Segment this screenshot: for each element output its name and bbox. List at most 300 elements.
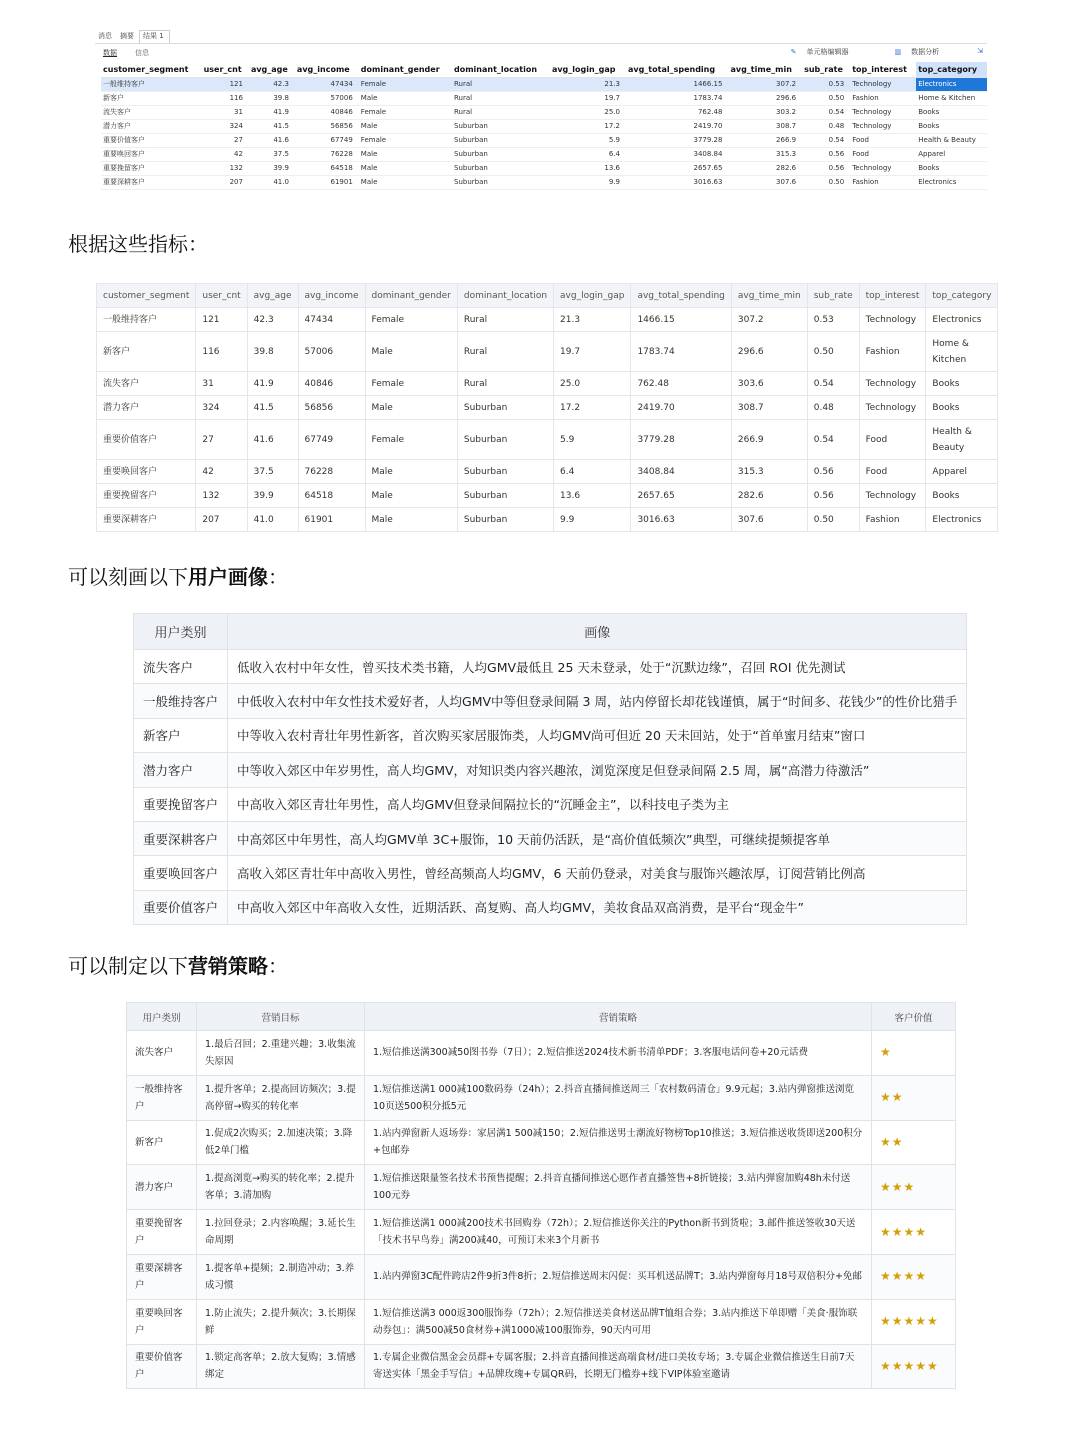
raw-cell[interactable]: 207 bbox=[202, 175, 249, 189]
edit-icon: ✎ bbox=[790, 48, 797, 56]
metric-col-avg-income: avg_income bbox=[298, 284, 365, 308]
raw-cell[interactable]: 42 bbox=[202, 147, 249, 161]
raw-cell[interactable]: 3408.84 bbox=[626, 147, 729, 161]
raw-row[interactable] bbox=[101, 91, 987, 105]
chart-icon: ▥ bbox=[894, 48, 902, 56]
persona-category: 重要价值客户 bbox=[134, 890, 228, 924]
raw-cell[interactable]: 57006 bbox=[295, 91, 359, 105]
raw-cell[interactable]: Rural bbox=[452, 105, 550, 119]
strategy-goal: 1.提高浏览→购买的转化率；2.提升客单；3.清加购 bbox=[197, 1165, 365, 1210]
metric-cell: Male bbox=[365, 484, 457, 508]
raw-cell[interactable]: Electronics bbox=[916, 77, 987, 91]
metric-col-user-cnt: user_cnt bbox=[196, 284, 247, 308]
result-tabs bbox=[95, 30, 987, 44]
metric-cell: Male bbox=[365, 332, 457, 372]
strategy-goal: 1.提升客单；2.提高回访频次；3.提高停留→购买的转化率 bbox=[197, 1075, 365, 1120]
raw-cell[interactable]: Electronics bbox=[916, 175, 987, 189]
metric-cell: 一般维持客户 bbox=[97, 308, 196, 332]
raw-col-avg-login-gap[interactable]: avg_login_gap bbox=[550, 62, 626, 77]
metric-cell: Health & Beauty bbox=[926, 420, 998, 460]
metrics-header-row bbox=[97, 284, 998, 308]
heading-persona-suffix: ： bbox=[268, 565, 288, 589]
metric-col-avg-time-min: avg_time_min bbox=[731, 284, 807, 308]
export-icon[interactable]: ⇲ bbox=[977, 47, 983, 55]
persona-category: 重要唤回客户 bbox=[134, 856, 228, 890]
raw-cell[interactable]: 31 bbox=[202, 105, 249, 119]
raw-cell[interactable]: Male bbox=[359, 119, 452, 133]
metric-cell: 308.7 bbox=[731, 396, 807, 420]
raw-cell[interactable]: 42.3 bbox=[249, 77, 295, 91]
raw-cell[interactable]: 重要价值客户 bbox=[101, 133, 202, 147]
raw-row[interactable] bbox=[101, 119, 987, 133]
heading-persona-bold: 用户画像 bbox=[188, 565, 268, 589]
metric-col-top-interest: top_interest bbox=[859, 284, 926, 308]
metric-cell: 重要唤回客户 bbox=[97, 460, 196, 484]
strategy-col-value: 客户价值 bbox=[872, 1003, 956, 1031]
strategy-category: 重要价值客户 bbox=[127, 1344, 197, 1389]
raw-cell[interactable]: 315.3 bbox=[728, 147, 802, 161]
metric-cell: 0.48 bbox=[807, 396, 859, 420]
metric-col-customer-segment: customer_segment bbox=[97, 284, 196, 308]
persona-col-profile: 画像 bbox=[228, 614, 967, 650]
metric-cell: 40846 bbox=[298, 372, 365, 396]
metric-cell: 61901 bbox=[298, 508, 365, 532]
metric-row bbox=[97, 484, 998, 508]
raw-cell[interactable]: 13.6 bbox=[550, 161, 626, 175]
raw-cell[interactable]: Technology bbox=[850, 161, 916, 175]
metric-cell: 25.0 bbox=[554, 372, 631, 396]
subtab-data[interactable]: 数据 bbox=[103, 49, 117, 57]
metric-cell: Suburban bbox=[457, 460, 553, 484]
metric-cell: 121 bbox=[196, 308, 247, 332]
heading-persona-prefix: 可以刻画以下 bbox=[68, 565, 188, 589]
raw-cell[interactable]: 303.2 bbox=[728, 105, 802, 119]
raw-cell[interactable]: 5.9 bbox=[550, 133, 626, 147]
raw-cell[interactable]: Fashion bbox=[850, 175, 916, 189]
metric-cell: 42.3 bbox=[247, 308, 298, 332]
metric-cell: Rural bbox=[457, 332, 553, 372]
raw-cell[interactable]: 64518 bbox=[295, 161, 359, 175]
persona-category: 潜力客户 bbox=[134, 753, 228, 787]
metric-cell: 6.4 bbox=[554, 460, 631, 484]
metric-cell: 2657.65 bbox=[631, 484, 731, 508]
raw-cell[interactable]: 9.9 bbox=[550, 175, 626, 189]
metric-cell: 296.6 bbox=[731, 332, 807, 372]
raw-cell[interactable]: 21.3 bbox=[550, 77, 626, 91]
metric-col-avg-age: avg_age bbox=[247, 284, 298, 308]
raw-cell[interactable]: Rural bbox=[452, 91, 550, 105]
raw-cell[interactable]: 重要深耕客户 bbox=[101, 175, 202, 189]
persona-profile: 高收入郊区青壮年中高收入男性，曾经高频高人均GMV，6 天前仍登录，对美食与服饰兴趣浓厚，订阅营销比例高 bbox=[228, 856, 967, 890]
strategy-goal: 1.防止流失；2.提升频次；3.长期保鲜 bbox=[197, 1299, 365, 1344]
raw-cell[interactable]: Male bbox=[359, 161, 452, 175]
raw-cell[interactable]: Suburban bbox=[452, 147, 550, 161]
metric-col-top-category: top_category bbox=[926, 284, 998, 308]
metric-cell: 5.9 bbox=[554, 420, 631, 460]
raw-col-dominant-gender[interactable]: dominant_gender bbox=[359, 62, 452, 77]
data-analysis-label: 数据分析 bbox=[911, 48, 940, 56]
strategy-table bbox=[126, 1002, 956, 1389]
raw-cell[interactable]: 重要挽留客户 bbox=[101, 161, 202, 175]
metric-cell: 重要深耕客户 bbox=[97, 508, 196, 532]
raw-cell[interactable]: 37.5 bbox=[249, 147, 295, 161]
metric-cell: 41.0 bbox=[247, 508, 298, 532]
persona-row bbox=[134, 890, 967, 924]
raw-cell[interactable]: 307.2 bbox=[728, 77, 802, 91]
raw-cell[interactable]: 2657.65 bbox=[626, 161, 729, 175]
metric-cell: 41.9 bbox=[247, 372, 298, 396]
strategy-row bbox=[127, 1075, 956, 1120]
strategy-col-strategy: 营销策略 bbox=[365, 1003, 872, 1031]
raw-cell[interactable]: 25.0 bbox=[550, 105, 626, 119]
persona-row bbox=[134, 684, 967, 718]
raw-cell[interactable]: 132 bbox=[202, 161, 249, 175]
raw-cell[interactable]: 3016.63 bbox=[626, 175, 729, 189]
metric-cell: Suburban bbox=[457, 484, 553, 508]
raw-col-avg-total-spending[interactable]: avg_total_spending bbox=[626, 62, 729, 77]
raw-cell[interactable]: 0.53 bbox=[802, 77, 850, 91]
heading-persona bbox=[68, 561, 288, 590]
persona-row bbox=[134, 753, 967, 787]
metric-cell: Suburban bbox=[457, 420, 553, 460]
heading-metrics: 根据这些指标： bbox=[68, 232, 208, 256]
raw-cell[interactable]: 116 bbox=[202, 91, 249, 105]
heading-strategy-suffix: ： bbox=[268, 954, 288, 978]
raw-cell[interactable]: 56856 bbox=[295, 119, 359, 133]
raw-cell[interactable]: 296.6 bbox=[728, 91, 802, 105]
raw-row[interactable] bbox=[101, 161, 987, 175]
raw-cell[interactable]: 0.54 bbox=[802, 105, 850, 119]
metric-cell: 0.56 bbox=[807, 460, 859, 484]
raw-cell[interactable]: Female bbox=[359, 105, 452, 119]
heading-strategy-bold: 营销策略 bbox=[188, 954, 268, 978]
result-subtabs bbox=[95, 44, 987, 62]
raw-cell[interactable]: 47434 bbox=[295, 77, 359, 91]
strategy-category: 新客户 bbox=[127, 1120, 197, 1165]
raw-header-row bbox=[101, 62, 987, 77]
metric-cell: Books bbox=[926, 396, 998, 420]
metric-cell: Technology bbox=[859, 484, 926, 508]
raw-cell[interactable]: Suburban bbox=[452, 161, 550, 175]
raw-cell[interactable]: 6.4 bbox=[550, 147, 626, 161]
raw-cell[interactable]: 324 bbox=[202, 119, 249, 133]
metric-row bbox=[97, 332, 998, 372]
raw-result-grid[interactable] bbox=[101, 62, 987, 190]
metric-cell: Food bbox=[859, 420, 926, 460]
raw-col-avg-time-min[interactable]: avg_time_min bbox=[728, 62, 802, 77]
raw-cell[interactable]: 39.9 bbox=[249, 161, 295, 175]
metric-row bbox=[97, 308, 998, 332]
metric-cell: Books bbox=[926, 372, 998, 396]
persona-row bbox=[134, 787, 967, 821]
raw-cell[interactable]: 41.9 bbox=[249, 105, 295, 119]
metric-cell: 76228 bbox=[298, 460, 365, 484]
metric-cell: 9.9 bbox=[554, 508, 631, 532]
strategy-actions: 1.短信推送满3 000返300服饰券（72h）；2.短信推送美食材送品牌T恤组合券；3.站内推送下单即赠「美食·服饰联动券包」：满500减50食材券+满1000减100服饰券，90天内可用 bbox=[365, 1299, 872, 1344]
raw-cell[interactable]: 新客户 bbox=[101, 91, 202, 105]
metric-cell: 303.6 bbox=[731, 372, 807, 396]
raw-cell[interactable]: 39.8 bbox=[249, 91, 295, 105]
metric-cell: 307.6 bbox=[731, 508, 807, 532]
result-toolbar bbox=[775, 47, 985, 57]
metric-cell: 重要价值客户 bbox=[97, 420, 196, 460]
metric-cell: Male bbox=[365, 396, 457, 420]
raw-cell[interactable]: Food bbox=[850, 133, 916, 147]
raw-cell[interactable]: 1783.74 bbox=[626, 91, 729, 105]
metric-cell: Books bbox=[926, 484, 998, 508]
strategy-category: 潜力客户 bbox=[127, 1165, 197, 1210]
raw-cell[interactable]: 282.6 bbox=[728, 161, 802, 175]
raw-cell[interactable]: 17.2 bbox=[550, 119, 626, 133]
raw-cell[interactable]: Suburban bbox=[452, 175, 550, 189]
metric-row bbox=[97, 396, 998, 420]
metric-cell: Female bbox=[365, 420, 457, 460]
raw-cell[interactable]: 307.6 bbox=[728, 175, 802, 189]
raw-cell[interactable]: Apparel bbox=[916, 147, 987, 161]
raw-cell[interactable]: 76228 bbox=[295, 147, 359, 161]
metrics-table bbox=[96, 283, 998, 532]
metric-cell: 39.8 bbox=[247, 332, 298, 372]
strategy-goal: 1.促成2次购买；2.加速决策；3.降低2单门槛 bbox=[197, 1120, 365, 1165]
metric-cell: 47434 bbox=[298, 308, 365, 332]
metric-cell: Technology bbox=[859, 396, 926, 420]
metric-cell: 2419.70 bbox=[631, 396, 731, 420]
metric-cell: 41.6 bbox=[247, 420, 298, 460]
strategy-row bbox=[127, 1210, 956, 1255]
raw-col-customer-segment[interactable]: customer_segment bbox=[101, 62, 202, 77]
strategy-row bbox=[127, 1120, 956, 1165]
strategy-actions: 1.站内弹窗新人返场券：家居满1 500减150；2.短信推送男士潮流好物榜Top10推送；3.短信推送收货即送200积分+包邮券 bbox=[365, 1120, 872, 1165]
metric-cell: 3016.63 bbox=[631, 508, 731, 532]
metric-cell: 31 bbox=[196, 372, 247, 396]
raw-cell[interactable]: 流失客户 bbox=[101, 105, 202, 119]
raw-cell[interactable]: 0.48 bbox=[802, 119, 850, 133]
strategy-category: 一般维持客户 bbox=[127, 1075, 197, 1120]
strategy-row bbox=[127, 1031, 956, 1076]
persona-profile: 中等收入郊区中年岁男性，高人均GMV，对知识类内容兴趣浓，浏览深度足但登录间隔 2.5 周，属“高潜力待激活” bbox=[228, 753, 967, 787]
metric-cell: 重要挽留客户 bbox=[97, 484, 196, 508]
cell-editor-label: 单元格编辑器 bbox=[806, 48, 849, 56]
raw-cell[interactable]: Suburban bbox=[452, 133, 550, 147]
heading-strategy-prefix: 可以制定以下 bbox=[68, 954, 188, 978]
metric-cell: 37.5 bbox=[247, 460, 298, 484]
persona-row bbox=[134, 856, 967, 890]
metric-cell: 1466.15 bbox=[631, 308, 731, 332]
metric-col-dominant-location: dominant_location bbox=[457, 284, 553, 308]
metric-cell: Fashion bbox=[859, 332, 926, 372]
tab-result-1[interactable]: 结果 1 bbox=[139, 30, 170, 43]
metric-cell: 56856 bbox=[298, 396, 365, 420]
raw-col-dominant-location[interactable]: dominant_location bbox=[452, 62, 550, 77]
persona-row bbox=[134, 718, 967, 752]
persona-profile: 中高收入郊区青壮年男性，高人均GMV但登录间隔拉长的“沉睡金主”，以科技电子类为主 bbox=[228, 787, 967, 821]
raw-cell[interactable]: 121 bbox=[202, 77, 249, 91]
metric-cell: Technology bbox=[859, 308, 926, 332]
metric-cell: Rural bbox=[457, 308, 553, 332]
raw-cell[interactable]: Home & Kitchen bbox=[916, 91, 987, 105]
persona-row bbox=[134, 821, 967, 855]
metric-cell: 新客户 bbox=[97, 332, 196, 372]
metric-cell: Electronics bbox=[926, 308, 998, 332]
strategy-header-row bbox=[127, 1003, 956, 1031]
metric-cell: 27 bbox=[196, 420, 247, 460]
metric-cell: 0.50 bbox=[807, 508, 859, 532]
metric-row bbox=[97, 420, 998, 460]
metric-cell: Male bbox=[365, 460, 457, 484]
raw-cell[interactable]: 762.48 bbox=[626, 105, 729, 119]
metric-cell: 116 bbox=[196, 332, 247, 372]
raw-cell[interactable]: Female bbox=[359, 77, 452, 91]
metric-col-dominant-gender: dominant_gender bbox=[365, 284, 457, 308]
raw-row[interactable] bbox=[101, 77, 987, 91]
raw-row[interactable] bbox=[101, 105, 987, 119]
raw-cell[interactable]: Male bbox=[359, 91, 452, 105]
raw-col-top-interest[interactable]: top_interest bbox=[850, 62, 916, 77]
metric-cell: 21.3 bbox=[554, 308, 631, 332]
raw-cell[interactable]: Technology bbox=[850, 119, 916, 133]
raw-cell[interactable]: 0.50 bbox=[802, 91, 850, 105]
metric-row bbox=[97, 508, 998, 532]
metric-cell: 1783.74 bbox=[631, 332, 731, 372]
metric-cell: Female bbox=[365, 308, 457, 332]
raw-cell[interactable]: 41.5 bbox=[249, 119, 295, 133]
strategy-category: 流失客户 bbox=[127, 1031, 197, 1076]
raw-cell[interactable]: 19.7 bbox=[550, 91, 626, 105]
persona-col-category: 用户类别 bbox=[134, 614, 228, 650]
metric-cell: 17.2 bbox=[554, 396, 631, 420]
raw-cell[interactable]: Books bbox=[916, 161, 987, 175]
raw-cell[interactable]: Books bbox=[916, 105, 987, 119]
strategy-value-stars: ★ bbox=[872, 1031, 956, 1076]
raw-cell[interactable]: 67749 bbox=[295, 133, 359, 147]
raw-cell[interactable]: Rural bbox=[452, 77, 550, 91]
raw-cell[interactable]: 27 bbox=[202, 133, 249, 147]
strategy-actions: 1.短信推送满300减50图书券（7日）；2.短信推送2024技术新书清单PDF；3.客服电话问卷+20元话费 bbox=[365, 1031, 872, 1076]
persona-category: 重要深耕客户 bbox=[134, 821, 228, 855]
raw-cell[interactable]: 重要唤回客户 bbox=[101, 147, 202, 161]
strategy-value-stars: ★★★★ bbox=[872, 1210, 956, 1255]
raw-cell[interactable]: 潜力客户 bbox=[101, 119, 202, 133]
strategy-row bbox=[127, 1344, 956, 1389]
metric-cell: Suburban bbox=[457, 508, 553, 532]
raw-cell[interactable]: 一般维持客户 bbox=[101, 77, 202, 91]
raw-cell[interactable]: 3779.28 bbox=[626, 133, 729, 147]
strategy-category: 重要挽留客户 bbox=[127, 1210, 197, 1255]
metric-cell: 41.5 bbox=[247, 396, 298, 420]
raw-row[interactable] bbox=[101, 147, 987, 161]
raw-cell[interactable]: 1466.15 bbox=[626, 77, 729, 91]
metric-cell: Apparel bbox=[926, 460, 998, 484]
raw-cell[interactable]: Female bbox=[359, 133, 452, 147]
tab-summary[interactable]: 摘要 bbox=[120, 32, 134, 40]
persona-category: 一般维持客户 bbox=[134, 684, 228, 718]
raw-cell[interactable]: 0.56 bbox=[802, 161, 850, 175]
raw-cell[interactable]: Male bbox=[359, 147, 452, 161]
raw-cell[interactable]: 61901 bbox=[295, 175, 359, 189]
strategy-actions: 1.站内弹窗3C配件跨店2件9折3件8折；2.短信推送周末闪促：买耳机送品牌T；3.站内弹窗每月18号双倍积分+免邮 bbox=[365, 1254, 872, 1299]
raw-cell[interactable]: Technology bbox=[850, 105, 916, 119]
raw-col-top-category[interactable]: top_category bbox=[916, 62, 987, 77]
metric-cell: 64518 bbox=[298, 484, 365, 508]
raw-cell[interactable]: 41.0 bbox=[249, 175, 295, 189]
persona-category: 流失客户 bbox=[134, 650, 228, 684]
raw-cell[interactable]: 308.7 bbox=[728, 119, 802, 133]
metric-cell: 13.6 bbox=[554, 484, 631, 508]
raw-row[interactable] bbox=[101, 175, 987, 189]
raw-col-avg-age[interactable]: avg_age bbox=[249, 62, 295, 77]
raw-cell[interactable]: 41.6 bbox=[249, 133, 295, 147]
raw-col-avg-income[interactable]: avg_income bbox=[295, 62, 359, 77]
metric-cell: Suburban bbox=[457, 396, 553, 420]
metric-cell: 42 bbox=[196, 460, 247, 484]
strategy-row bbox=[127, 1254, 956, 1299]
data-analysis-button[interactable] bbox=[879, 47, 950, 57]
metric-cell: 3779.28 bbox=[631, 420, 731, 460]
subtab-info[interactable]: 信息 bbox=[135, 49, 149, 57]
persona-row bbox=[134, 650, 967, 684]
raw-row[interactable] bbox=[101, 133, 987, 147]
strategy-value-stars: ★★ bbox=[872, 1075, 956, 1120]
metric-cell: Rural bbox=[457, 372, 553, 396]
strategy-value-stars: ★★★ bbox=[872, 1165, 956, 1210]
raw-cell[interactable]: Technology bbox=[850, 77, 916, 91]
strategy-value-stars: ★★★★★ bbox=[872, 1299, 956, 1344]
metric-cell: 19.7 bbox=[554, 332, 631, 372]
metric-cell: 潜力客户 bbox=[97, 396, 196, 420]
raw-cell[interactable]: 2419.70 bbox=[626, 119, 729, 133]
metric-cell: 流失客户 bbox=[97, 372, 196, 396]
persona-table bbox=[133, 613, 967, 925]
strategy-actions: 1.短信推送满1 000减100数码券（24h）；2.抖音直播间推送周三「农村数码清仓」9.9元起；3.站内弹窗推送浏览10页送500积分抵5元 bbox=[365, 1075, 872, 1120]
strategy-col-category: 用户类别 bbox=[127, 1003, 197, 1031]
metric-cell: 315.3 bbox=[731, 460, 807, 484]
raw-cell[interactable]: 0.50 bbox=[802, 175, 850, 189]
raw-col-user-cnt[interactable]: user_cnt bbox=[202, 62, 249, 77]
raw-cell[interactable]: Fashion bbox=[850, 91, 916, 105]
raw-cell[interactable]: Male bbox=[359, 175, 452, 189]
metric-cell: 0.54 bbox=[807, 420, 859, 460]
raw-col-sub-rate[interactable]: sub_rate bbox=[802, 62, 850, 77]
metric-cell: 324 bbox=[196, 396, 247, 420]
tab-messages[interactable]: 消息 bbox=[98, 32, 112, 40]
strategy-goal: 1.拉回登录；2.内容唤醒；3.延长生命周期 bbox=[197, 1210, 365, 1255]
strategy-value-stars: ★★ bbox=[872, 1120, 956, 1165]
cell-editor-button[interactable] bbox=[775, 47, 859, 57]
persona-header-row bbox=[134, 614, 967, 650]
raw-cell[interactable]: Food bbox=[850, 147, 916, 161]
metric-row bbox=[97, 372, 998, 396]
persona-category: 新客户 bbox=[134, 718, 228, 752]
raw-cell[interactable]: Health & Beauty bbox=[916, 133, 987, 147]
raw-cell[interactable]: 266.9 bbox=[728, 133, 802, 147]
strategy-actions: 1.短信推送限量签名技术书预售提醒；2.抖音直播间推送心愿作者直播签售+8折链接；3.站内弹窗加购48h未付送100元券 bbox=[365, 1165, 872, 1210]
persona-profile: 中等收入农村青壮年男性新客，首次购买家居服饰类，人均GMV尚可但近 20 天未回站，处于“首单蜜月结束”窗口 bbox=[228, 718, 967, 752]
metric-cell: 67749 bbox=[298, 420, 365, 460]
raw-cell[interactable]: 0.54 bbox=[802, 133, 850, 147]
metric-cell: 57006 bbox=[298, 332, 365, 372]
raw-cell[interactable]: Suburban bbox=[452, 119, 550, 133]
metric-cell: 0.54 bbox=[807, 372, 859, 396]
raw-cell[interactable]: 0.56 bbox=[802, 147, 850, 161]
metric-cell: 0.50 bbox=[807, 332, 859, 372]
strategy-category: 重要深耕客户 bbox=[127, 1254, 197, 1299]
metric-col-avg-login-gap: avg_login_gap bbox=[554, 284, 631, 308]
metric-cell: 762.48 bbox=[631, 372, 731, 396]
strategy-value-stars: ★★★★ bbox=[872, 1254, 956, 1299]
raw-cell[interactable]: 40846 bbox=[295, 105, 359, 119]
raw-cell[interactable]: Books bbox=[916, 119, 987, 133]
metric-cell: 282.6 bbox=[731, 484, 807, 508]
